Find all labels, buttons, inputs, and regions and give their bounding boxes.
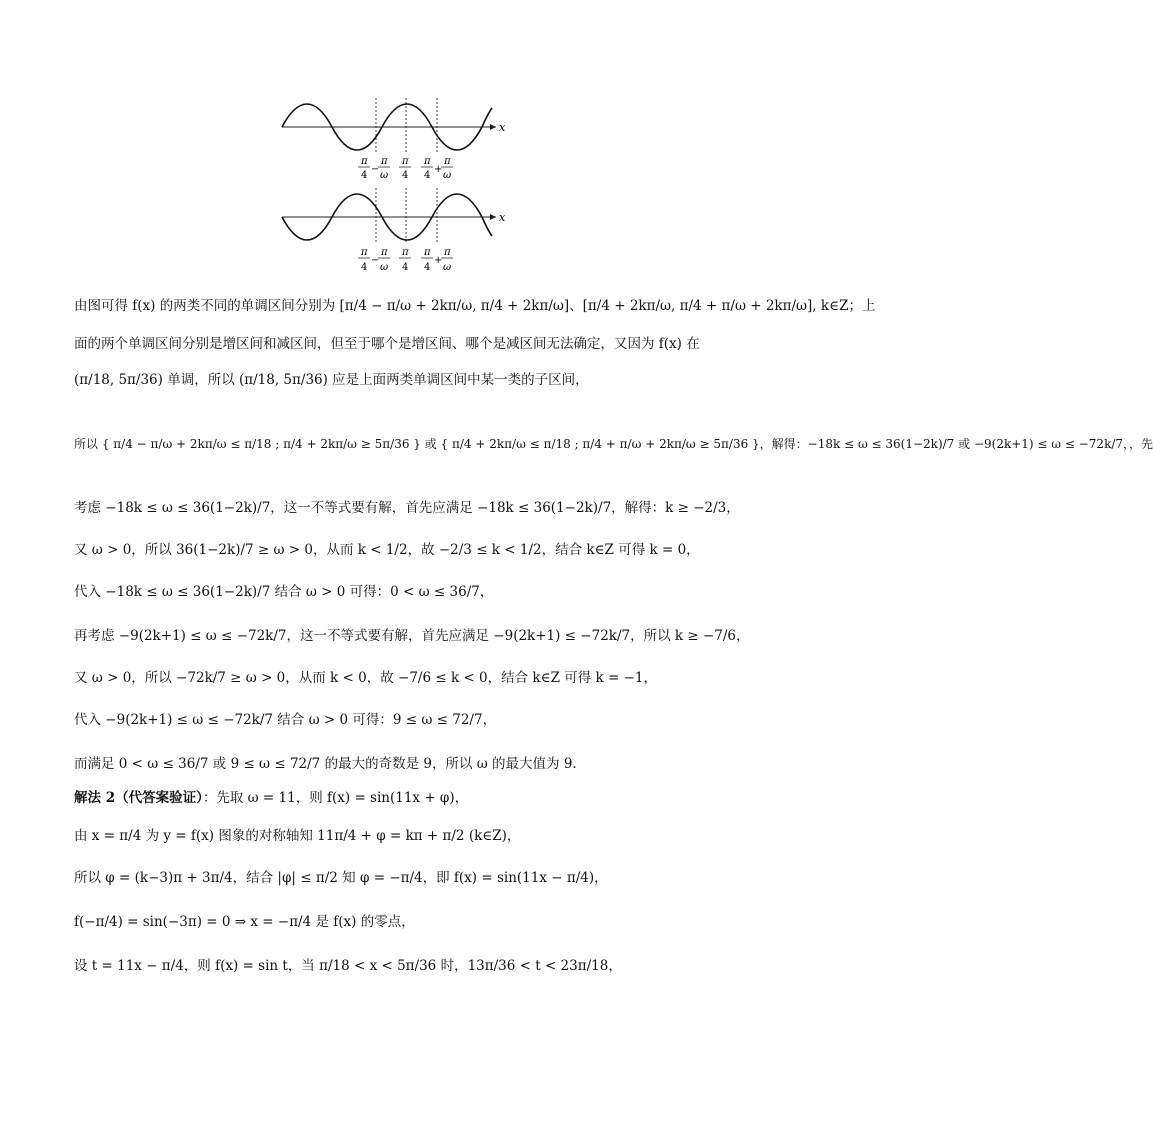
text-line-11: 而满足 0 < ω ≤ 36/7 或 9 ≤ ω ≤ 72/7 的最大的奇数是 9，所以 ω 的最大值为 9.	[74, 756, 577, 772]
svg-text:ω: ω	[443, 170, 452, 181]
svg-text:4: 4	[361, 170, 368, 181]
svg-text:π: π	[361, 247, 368, 258]
method2-title: 解法 2（代答案验证）	[74, 790, 203, 806]
svg-text:π: π	[424, 247, 431, 258]
text-line-14: 所以 φ = (k−3)π + 3π/4，结合 |φ| ≤ π/2 知 φ = −π/4，即 f(x) = sin(11x − π/4)，	[74, 870, 608, 886]
axis-label-bottom: x	[499, 211, 506, 224]
sine-figures	[0, 0, 794, 290]
text-line-16: 设 t = 11x − π/4，则 f(x) = sin t，当 π/18 < x < 5π/36 时，13π/36 < t < 23π/18，	[74, 958, 622, 974]
text-line-7: 代入 −18k ≤ ω ≤ 36(1−2k)/7 结合 ω > 0 可得：0 < ω ≤ 36/7，	[74, 584, 494, 600]
svg-text:π: π	[361, 156, 368, 167]
svg-text:π: π	[381, 156, 388, 167]
svg-text:ω: ω	[380, 262, 389, 273]
svg-text:4: 4	[424, 170, 431, 181]
svg-text:π: π	[444, 247, 451, 258]
text-line-8: 再考虑 −9(2k+1) ≤ ω ≤ −72k/7，这一不等式要有解，首先应满足 −9(2k+1) ≤ −72k/7，所以 k ≥ −7/6，	[74, 628, 750, 644]
text-line-2: 面的两个单调区间分别是增区间和减区间，但至于哪个是增区间、哪个是减区间无法确定，又因为 f(x) 在	[74, 336, 700, 352]
svg-text:ω: ω	[443, 262, 452, 273]
figure-bottom	[282, 188, 506, 242]
text-line-15: f(−π/4) = sin(−3π) = 0 ⇒ x = −π/4 是 f(x) 的零点，	[74, 914, 415, 930]
tick-labels-bottom	[358, 247, 453, 273]
svg-text:+: +	[434, 164, 443, 175]
text-line-13: 由 x = π/4 为 y = f(x) 图象的对称轴知 11π/4 + φ = kπ + π/2 (k∈Z)，	[74, 828, 521, 844]
svg-text:4: 4	[402, 170, 409, 181]
text-line-1: 由图可得 f(x) 的两类不同的单调区间分别为 [π/4 − π/ω + 2kπ/ω, π/4 + 2kπ/ω]、[π/4 + 2kπ/ω, π/4 + π/ω + 2kπ/ω], k∈Z；上	[74, 298, 876, 314]
text-line-4: 所以 { π/4 − π/ω + 2kπ/ω ≤ π/18 ; π/4 + 2kπ/ω ≥ 5π/36 } 或 { π/4 + 2kπ/ω ≤ π/18 ; π/4 + π/ω + 2kπ/ω ≥ 5π/36 }，解得：−18k ≤ ω ≤ 36(1−2k)/7 或 −9(2k+1) ≤ ω ≤ −72k/7，，先	[74, 437, 1153, 451]
svg-text:4: 4	[361, 262, 368, 273]
svg-text:−: −	[371, 255, 380, 266]
svg-text:π: π	[424, 156, 431, 167]
svg-text:+: +	[434, 255, 443, 266]
text-line-9: 又 ω > 0，所以 −72k/7 ≥ ω > 0，从而 k < 0，故 −7/6 ≤ k < 0，结合 k∈Z 可得 k = −1，	[74, 670, 658, 686]
svg-text:π: π	[402, 247, 409, 258]
text-line-3: (π/18, 5π/36) 单调，所以 (π/18, 5π/36) 应是上面两类单调区间中某一类的子区间，	[74, 372, 589, 388]
text-line-5: 考虑 −18k ≤ ω ≤ 36(1−2k)/7，这一不等式要有解，首先应满足 −18k ≤ 36(1−2k)/7，解得：k ≥ −2/3，	[74, 500, 740, 516]
method2-text: ：先取 ω = 11，则 f(x) = sin(11x + φ)，	[202, 790, 469, 806]
svg-text:π: π	[402, 156, 409, 167]
arrow-bottom	[490, 214, 496, 220]
svg-text:4: 4	[402, 262, 409, 273]
figure-top	[282, 98, 506, 152]
svg-text:−: −	[371, 164, 380, 175]
tick-labels-top	[358, 156, 453, 181]
svg-text:π: π	[381, 247, 388, 258]
svg-text:π: π	[444, 156, 451, 167]
text-line-6: 又 ω > 0，所以 36(1−2k)/7 ≥ ω > 0，从而 k < 1/2，故 −2/3 ≤ k < 1/2，结合 k∈Z 可得 k = 0，	[74, 542, 700, 558]
arrow-top	[490, 124, 496, 130]
text-line-10: 代入 −9(2k+1) ≤ ω ≤ −72k/7 结合 ω > 0 可得：9 ≤ ω ≤ 72/7，	[74, 712, 497, 728]
svg-text:ω: ω	[380, 170, 389, 181]
axis-label-top: x	[499, 121, 506, 134]
method2-line	[74, 788, 734, 808]
svg-text:4: 4	[424, 262, 431, 273]
